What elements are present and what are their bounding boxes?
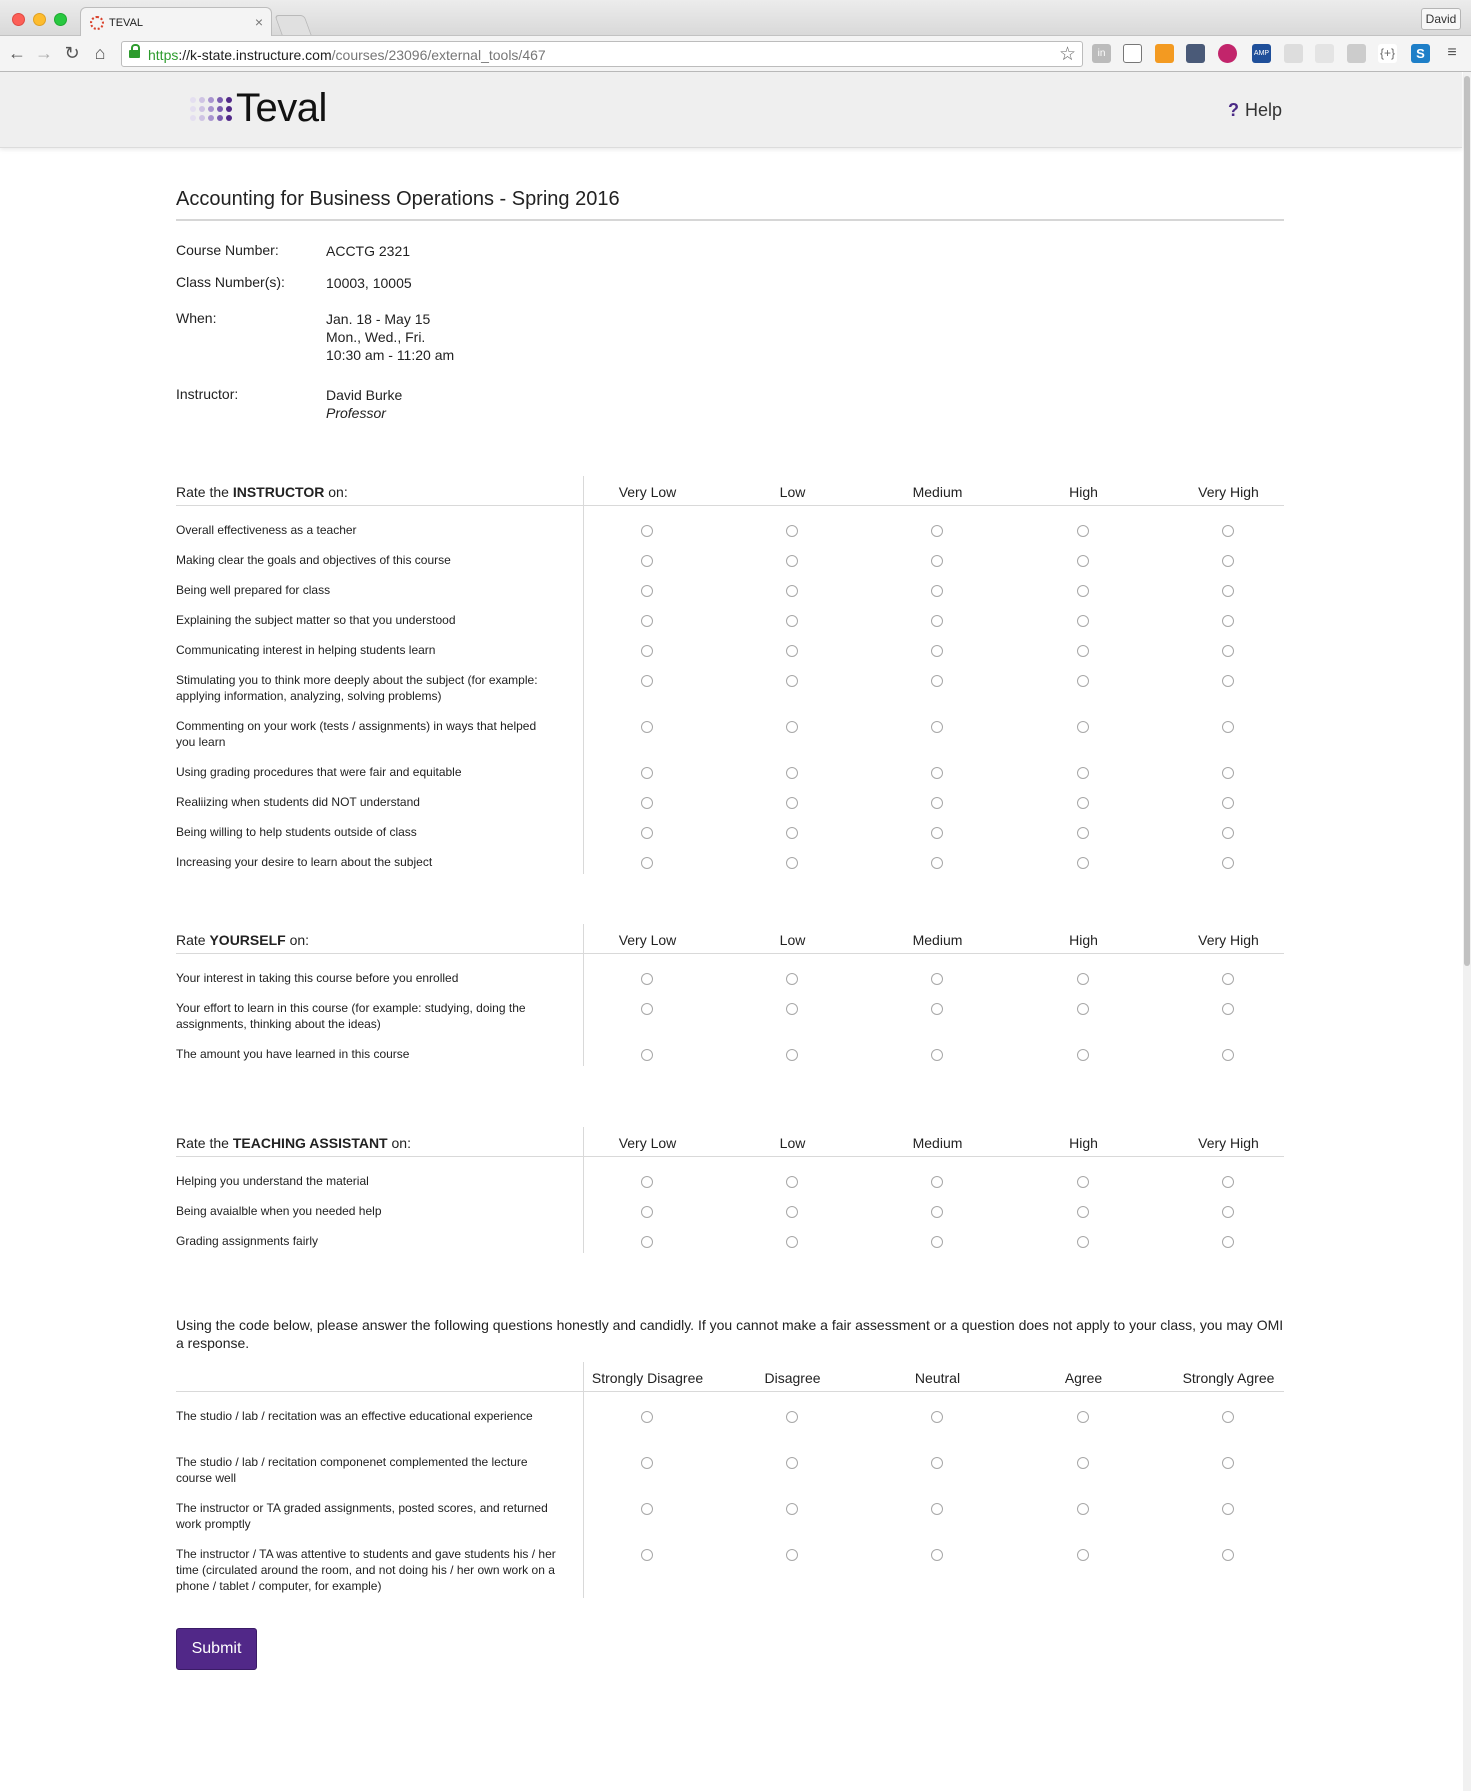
instructor-question-row	[176, 642, 1284, 672]
instructor-value	[326, 386, 402, 422]
url-text: https://k-state.instructure.com/courses/23096/external_tools/467	[148, 47, 546, 63]
instructor-radio-0[interactable]	[641, 555, 653, 567]
instructor-radio-1[interactable]	[786, 645, 798, 657]
custom-col-2: Neutral	[914, 1370, 961, 1386]
instructor-radio-3[interactable]	[1077, 721, 1089, 733]
analytics-extension-icon[interactable]	[1155, 44, 1174, 63]
instructor-radio-0[interactable]	[641, 525, 653, 537]
ta-col-2: Medium	[912, 1135, 963, 1151]
when-label: When:	[176, 310, 217, 326]
instructor-title: Professor	[326, 405, 386, 421]
custom-radio-4[interactable]	[1222, 1457, 1234, 1469]
instructor-radio-4[interactable]	[1222, 857, 1234, 869]
yourself-question-row	[176, 1046, 1284, 1076]
instructor-radio-1[interactable]	[786, 767, 798, 779]
tab-close-icon[interactable]: ×	[254, 14, 263, 30]
ta-col-1: Low	[779, 1135, 806, 1151]
instructor-question-text: Using grading procedures that were fair and equitable	[176, 765, 462, 779]
ta-column-divider	[583, 1127, 584, 1253]
instructor-col-1: Low	[779, 484, 806, 500]
custom-col-4: Strongly Agree	[1182, 1370, 1275, 1386]
ta-radio-2[interactable]	[931, 1236, 943, 1248]
instructor-radio-3[interactable]	[1077, 827, 1089, 839]
custom-radio-4[interactable]	[1222, 1549, 1234, 1561]
teval-favicon-icon	[90, 16, 104, 30]
logo-dot	[208, 115, 214, 121]
instructor-radio-3[interactable]	[1077, 675, 1089, 687]
instructor-radio-2[interactable]	[931, 645, 943, 657]
yourself-question-text: Your effort to learn in this course (for example: studying, doing the assignments, thinking about the ideas)	[176, 1001, 526, 1031]
instructor-radio-0[interactable]	[641, 585, 653, 597]
instructor-question-row	[176, 552, 1284, 582]
logo-dot	[199, 97, 205, 103]
custom-radio-2[interactable]	[931, 1503, 943, 1515]
reload-icon[interactable]: ↻	[64, 43, 80, 63]
scrollbar-thumb[interactable]	[1464, 76, 1470, 966]
custom-question-text: The instructor / TA was attentive to students and gave students his / her time (circulated around the room, and not doing his / her own work on a phone / tablet / computer, for example)	[176, 1547, 556, 1593]
ta-radio-3[interactable]	[1077, 1206, 1089, 1218]
when-dates: Jan. 18 - May 15	[326, 311, 431, 327]
tab-title: TEVAL	[109, 17, 144, 29]
instructor-radio-4[interactable]	[1222, 525, 1234, 537]
custom-radio-4[interactable]	[1222, 1503, 1234, 1515]
custom-radio-0[interactable]	[641, 1411, 653, 1423]
yourself-col-4: Very High	[1198, 932, 1259, 948]
profile-button[interactable]: David	[1421, 8, 1461, 30]
shield-extension-icon[interactable]	[1186, 44, 1205, 63]
yourself-question-row	[176, 1000, 1284, 1046]
ta-question-text: Being avaialble when you needed help	[176, 1204, 382, 1218]
custom-col-0: Strongly Disagree	[591, 1370, 704, 1386]
ta-radio-4[interactable]	[1222, 1206, 1234, 1218]
minimize-window-button[interactable]	[33, 13, 46, 26]
custom-radio-3[interactable]	[1077, 1457, 1089, 1469]
instructor-radio-3[interactable]	[1077, 767, 1089, 779]
instructor-radio-3[interactable]	[1077, 525, 1089, 537]
ta-question-text: Grading assignments fairly	[176, 1234, 319, 1248]
yourself-radio-3[interactable]	[1077, 1003, 1089, 1015]
yourself-radio-2[interactable]	[931, 973, 943, 985]
custom-radio-0[interactable]	[641, 1503, 653, 1515]
ta-radio-3[interactable]	[1077, 1236, 1089, 1248]
back-arrow-icon[interactable]: ←	[8, 43, 26, 63]
ta-question-row	[176, 1203, 1284, 1233]
instructor-radio-2[interactable]	[931, 857, 943, 869]
instructor-radio-2[interactable]	[931, 721, 943, 733]
instructor-col-2: Medium	[912, 484, 963, 500]
custom-col-1: Disagree	[764, 1370, 821, 1386]
json-extension-icon[interactable]: {+}	[1378, 44, 1397, 63]
forward-arrow-icon[interactable]: →	[35, 43, 53, 63]
document-extension-icon[interactable]	[1284, 44, 1303, 63]
custom-question-text: The studio / lab / recitation componenet complemented the lecture course well	[176, 1455, 528, 1485]
yourself-rating-section	[176, 924, 1284, 1076]
custom-radio-0[interactable]	[641, 1549, 653, 1561]
class-numbers-label: Class Number(s):	[176, 274, 285, 290]
yourself-col-1: Low	[779, 932, 806, 948]
instructor-question-text: Increasing your desire to learn about the subject	[176, 855, 433, 869]
instructor-radio-1[interactable]	[786, 615, 798, 627]
custom-radio-3[interactable]	[1077, 1411, 1089, 1423]
instructor-question-text: Commenting on your work (tests / assignments) in ways that helped you learn	[176, 719, 537, 749]
instructor-rating-section	[176, 476, 1284, 884]
custom-question-row	[176, 1500, 1284, 1546]
instructor-question-row	[176, 612, 1284, 642]
instructor-radio-4[interactable]	[1222, 645, 1234, 657]
custom-radio-2[interactable]	[931, 1549, 943, 1561]
instructor-radio-1[interactable]	[786, 555, 798, 567]
ta-col-0: Very Low	[618, 1135, 677, 1151]
instructor-question-text: Realiizing when students did NOT understand	[176, 795, 420, 809]
logo-dot	[208, 106, 214, 112]
yourself-col-2: Medium	[912, 932, 963, 948]
yourself-col-3: High	[1069, 932, 1098, 948]
instructor-radio-4[interactable]	[1222, 827, 1234, 839]
custom-rating-section	[176, 1362, 1284, 1608]
instructor-question-row	[176, 824, 1284, 854]
instructor-radio-2[interactable]	[931, 555, 943, 567]
ta-radio-0[interactable]	[641, 1176, 653, 1188]
logo-dot	[190, 106, 196, 112]
yourself-question-row	[176, 970, 1284, 1000]
instructor-radio-3[interactable]	[1077, 555, 1089, 567]
ta-question-row	[176, 1173, 1284, 1203]
instructor-question-row	[176, 672, 1284, 718]
browser-titlebar	[0, 0, 1471, 36]
instructor-question-text: Being well prepared for class	[176, 583, 331, 597]
logo-dot	[217, 106, 223, 112]
logo-dot	[199, 106, 205, 112]
instructor-question-text: Making clear the goals and objectives of this course	[176, 553, 451, 567]
instructor-radio-0[interactable]	[641, 721, 653, 733]
yourself-radio-4[interactable]	[1222, 973, 1234, 985]
logo-dot	[226, 97, 232, 103]
cast-extension-icon[interactable]	[1123, 44, 1142, 63]
custom-questions-instructions: Using the code below, please answer the following questions honestly and candidly. If you cannot make a fair assessment or a question does not apply to your class, you may OMI a response.	[176, 1317, 1284, 1351]
ta-radio-3[interactable]	[1077, 1176, 1089, 1188]
s-extension-icon[interactable]: S	[1411, 44, 1430, 63]
instructor-radio-0[interactable]	[641, 767, 653, 779]
maximize-window-button[interactable]	[54, 13, 67, 26]
logo-dot	[208, 97, 214, 103]
custom-radio-1[interactable]	[786, 1503, 798, 1515]
instructor-name: David Burke	[326, 387, 403, 403]
instructor-question-text: Communicating interest in helping students learn	[176, 643, 436, 657]
page-scrollbar[interactable]	[1463, 72, 1471, 1791]
instructor-col-3: High	[1069, 484, 1098, 500]
help-icon: ?	[1227, 100, 1239, 120]
instructor-radio-1[interactable]	[786, 675, 798, 687]
yourself-question-text: Your interest in taking this course before you enrolled	[176, 971, 459, 985]
ta-radio-4[interactable]	[1222, 1176, 1234, 1188]
amp-extension-icon[interactable]: AMP	[1252, 44, 1271, 63]
instructor-radio-0[interactable]	[641, 827, 653, 839]
custom-radio-3[interactable]	[1077, 1549, 1089, 1561]
secure-lock-icon	[129, 48, 140, 59]
instructor-radio-3[interactable]	[1077, 797, 1089, 809]
custom-radio-1[interactable]	[786, 1411, 798, 1423]
instructor-col-4: Very High	[1198, 484, 1259, 500]
ta-question-row	[176, 1233, 1284, 1263]
ta-radio-0[interactable]	[641, 1206, 653, 1218]
custom-col-3: Agree	[1064, 1370, 1103, 1386]
instructor-radio-3[interactable]	[1077, 645, 1089, 657]
instructor-question-text: Explaining the subject matter so that you understood	[176, 613, 456, 627]
instructor-radio-4[interactable]	[1222, 555, 1234, 567]
yourself-radio-4[interactable]	[1222, 1049, 1234, 1061]
ta-col-3: High	[1069, 1135, 1098, 1151]
menu-icon[interactable]: ≡	[1447, 44, 1457, 61]
circle-extension-icon[interactable]	[1218, 44, 1237, 63]
yourself-radio-0[interactable]	[641, 1049, 653, 1061]
ta-col-4: Very High	[1198, 1135, 1259, 1151]
when-days: Mon., Wed., Fri.	[326, 329, 426, 345]
instructor-radio-2[interactable]	[931, 615, 943, 627]
instructor-question-row	[176, 718, 1284, 764]
yourself-radio-1[interactable]	[786, 973, 798, 985]
yourself-radio-3[interactable]	[1077, 973, 1089, 985]
yourself-radio-1[interactable]	[786, 1049, 798, 1061]
instructor-radio-4[interactable]	[1222, 767, 1234, 779]
ta-radio-1[interactable]	[786, 1206, 798, 1218]
custom-question-text: The instructor or TA graded assignments, posted scores, and returned work promptly	[176, 1501, 548, 1531]
instructor-question-text: Being willing to help students outside of class	[176, 825, 417, 839]
instructor-question-text: Stimulating you to think more deeply about the subject (for example: applying information, analyzing, solving problems)	[176, 673, 538, 703]
page-extension-icon[interactable]	[1315, 44, 1334, 63]
instructor-radio-0[interactable]	[641, 857, 653, 869]
when-value	[326, 310, 454, 364]
instructor-header	[176, 476, 1284, 506]
instructor-radio-4[interactable]	[1222, 585, 1234, 597]
ta-radio-4[interactable]	[1222, 1236, 1234, 1248]
yourself-radio-2[interactable]	[931, 1003, 943, 1015]
when-time: 10:30 am - 11:20 am	[326, 347, 455, 363]
custom-question-text: The studio / lab / recitation was an effective educational experience	[176, 1409, 533, 1423]
help-link[interactable]: ? Help	[1227, 100, 1282, 120]
instructor-radio-2[interactable]	[931, 797, 943, 809]
instructor-question-row	[176, 854, 1284, 884]
bookmark-star-icon[interactable]: ☆	[1058, 44, 1076, 65]
linkedin-extension-icon[interactable]: in	[1092, 44, 1111, 63]
instructor-question-row	[176, 764, 1284, 794]
instructor-radio-1[interactable]	[786, 525, 798, 537]
logo-dot	[226, 106, 232, 112]
custom-radio-1[interactable]	[786, 1457, 798, 1469]
instructor-radio-0[interactable]	[641, 675, 653, 687]
logo-dot	[199, 115, 205, 121]
instructor-radio-0[interactable]	[641, 797, 653, 809]
instructor-label: Instructor:	[176, 386, 239, 402]
instructor-radio-1[interactable]	[786, 721, 798, 733]
instructor-radio-1[interactable]	[786, 797, 798, 809]
instructor-radio-2[interactable]	[931, 525, 943, 537]
custom-radio-2[interactable]	[931, 1457, 943, 1469]
teval-logo-dots-icon	[190, 97, 234, 127]
course-number-value: ACCTG 2321	[326, 243, 411, 259]
ta-rating-section	[176, 1127, 1284, 1263]
yourself-radio-4[interactable]	[1222, 1003, 1234, 1015]
ta-header	[176, 1127, 1284, 1157]
browser-toolbar	[0, 36, 1471, 72]
browser-tab[interactable]	[80, 7, 272, 37]
submit-button[interactable]: Submit	[176, 1628, 257, 1670]
ta-title: Rate the TEACHING ASSISTANT on:	[176, 1135, 411, 1151]
instructor-radio-2[interactable]	[931, 585, 943, 597]
instructor-radio-2[interactable]	[931, 675, 943, 687]
instructor-radio-4[interactable]	[1222, 675, 1234, 687]
instructor-radio-4[interactable]	[1222, 797, 1234, 809]
ta-radio-0[interactable]	[641, 1236, 653, 1248]
custom-radio-0[interactable]	[641, 1457, 653, 1469]
instructor-col-0: Very Low	[618, 484, 677, 500]
yourself-radio-2[interactable]	[931, 1049, 943, 1061]
instructor-radio-1[interactable]	[786, 857, 798, 869]
instructor-question-row	[176, 522, 1284, 552]
ta-radio-1[interactable]	[786, 1176, 798, 1188]
logo-dot	[217, 115, 223, 121]
home-icon[interactable]: ⌂	[94, 43, 106, 63]
custom-question-row	[176, 1454, 1284, 1500]
yourself-column-divider	[583, 924, 584, 1066]
custom-radio-2[interactable]	[931, 1411, 943, 1423]
address-bar[interactable]	[121, 41, 1083, 67]
yourself-question-text: The amount you have learned in this course	[176, 1047, 410, 1061]
logo-dot	[190, 97, 196, 103]
logo-dot	[190, 115, 196, 121]
logo-dot	[217, 97, 223, 103]
instructor-radio-3[interactable]	[1077, 857, 1089, 869]
yourself-col-0: Very Low	[618, 932, 677, 948]
page-title: Accounting for Business Operations - Spring 2016	[176, 188, 1284, 221]
instructor-radio-0[interactable]	[641, 615, 653, 627]
yourself-radio-3[interactable]	[1077, 1049, 1089, 1061]
ta-question-text: Helping you understand the material	[176, 1174, 369, 1188]
close-window-button[interactable]	[12, 13, 25, 26]
instructor-column-divider	[583, 476, 584, 874]
course-number-label: Course Number:	[176, 242, 279, 258]
ta-radio-2[interactable]	[931, 1176, 943, 1188]
class-numbers-value: 10003, 10005	[326, 275, 412, 291]
ta-radio-2[interactable]	[931, 1206, 943, 1218]
instructor-question-row	[176, 794, 1284, 824]
instructor-title: Rate the INSTRUCTOR on:	[176, 484, 348, 500]
yourself-radio-1[interactable]	[786, 1003, 798, 1015]
instructor-radio-3[interactable]	[1077, 585, 1089, 597]
custom-question-row	[176, 1546, 1284, 1608]
custom-radio-4[interactable]	[1222, 1411, 1234, 1423]
app-header	[0, 72, 1462, 148]
instructor-question-text: Overall effectiveness as a teacher	[176, 523, 357, 537]
new-tab-button[interactable]	[274, 15, 311, 35]
instructor-radio-4[interactable]	[1222, 721, 1234, 733]
custom-radio-1[interactable]	[786, 1549, 798, 1561]
yourself-header	[176, 924, 1284, 954]
custom-header	[176, 1362, 1284, 1392]
logo-dot	[226, 115, 232, 121]
instructor-radio-3[interactable]	[1077, 615, 1089, 627]
instructor-radio-1[interactable]	[786, 827, 798, 839]
yourself-title: Rate YOURSELF on:	[176, 932, 310, 948]
instructor-radio-2[interactable]	[931, 767, 943, 779]
custom-radio-3[interactable]	[1077, 1503, 1089, 1515]
custom-column-divider	[583, 1362, 584, 1598]
drive-extension-icon[interactable]	[1347, 44, 1366, 63]
teval-logo[interactable]: Teval	[236, 86, 327, 130]
yourself-radio-0[interactable]	[641, 973, 653, 985]
instructor-radio-0[interactable]	[641, 645, 653, 657]
instructor-radio-1[interactable]	[786, 585, 798, 597]
ta-radio-1[interactable]	[786, 1236, 798, 1248]
custom-question-row	[176, 1408, 1284, 1454]
yourself-radio-0[interactable]	[641, 1003, 653, 1015]
instructor-radio-2[interactable]	[931, 827, 943, 839]
instructor-question-row	[176, 582, 1284, 612]
instructor-radio-4[interactable]	[1222, 615, 1234, 627]
